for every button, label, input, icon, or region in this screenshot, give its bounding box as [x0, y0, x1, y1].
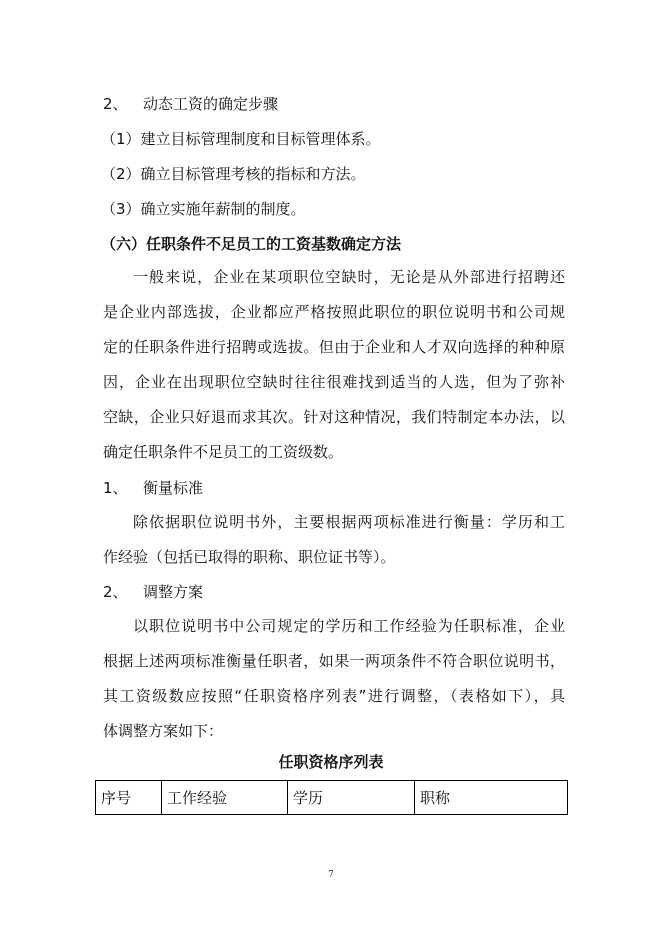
table-header-cell: 序号 — [96, 781, 162, 815]
intro-paragraph-line: 一般来说，企业在某项职位空缺时，无论是从外部进行招聘还 — [133, 268, 565, 286]
intro-paragraph-line: 空缺，企业只好退而求其次。针对这种情况，我们特制定本办法，以 — [103, 408, 565, 426]
table-header-cell: 学历 — [288, 781, 415, 815]
section-2-title: 动态工资的确定步骤 — [143, 95, 279, 113]
table-header-row — [96, 781, 568, 815]
adjust-paragraph-line: 体调整方案如下： — [103, 722, 224, 740]
subsection-2-title: 调整方案 — [143, 583, 204, 601]
adjust-paragraph-line: 根据上述两项标准衡量任职者，如果一两项条件不符合职位说明书， — [103, 652, 565, 670]
intro-paragraph-line: 因，企业在出现职位空缺时往往很难找到适当的人选，但为了弥补 — [103, 373, 565, 391]
table-header-cell: 职称 — [415, 781, 568, 815]
qualification-table — [95, 780, 568, 815]
page-number: 7 — [328, 870, 334, 880]
subsection-1-heading — [103, 478, 203, 498]
subsection-2-heading — [103, 582, 203, 602]
step-2: （2）确立目标管理考核的指标和方法。 — [101, 165, 366, 183]
adjust-paragraph-line: 以职位说明书中公司规定的学历和工作经验为任职标准，企业 — [133, 617, 565, 635]
table-header-cell: 工作经验 — [162, 781, 288, 815]
intro-paragraph-line: 确定任职条件不足员工的工资级数。 — [103, 443, 344, 461]
adjust-paragraph-line: 其工资级数应按照“任职资格序列表”进行调整，（表格如下），具 — [103, 687, 565, 705]
step-1: （1）建立目标管理制度和目标管理体系。 — [101, 130, 381, 148]
step-3: （3）确立实施年薪制的制度。 — [101, 200, 306, 218]
subsection-1-number: 1、 — [103, 479, 128, 497]
intro-paragraph-line: 是企业内部选拔，企业都应严格按照此职位的职位说明书和公司规 — [103, 303, 565, 321]
section-6-heading: （六）任职条件不足员工的工资基数确定方法 — [101, 235, 402, 253]
subsection-1-title: 衡量标准 — [143, 479, 204, 497]
section-2-number: 2、 — [103, 95, 128, 113]
intro-paragraph-line: 定的任职条件进行招聘或选拔。但由于企业和人才双向选择的种种原 — [103, 338, 565, 356]
measure-paragraph-line: 作经验（包括已取得的职称、职位证书等）。 — [103, 548, 396, 566]
table-title: 任职资格序列表 — [278, 753, 384, 771]
section-2-heading — [103, 94, 278, 114]
measure-paragraph-line: 除依据职位说明书外，主要根据两项标准进行衡量：学历和工 — [133, 513, 565, 531]
subsection-2-number: 2、 — [103, 583, 128, 601]
